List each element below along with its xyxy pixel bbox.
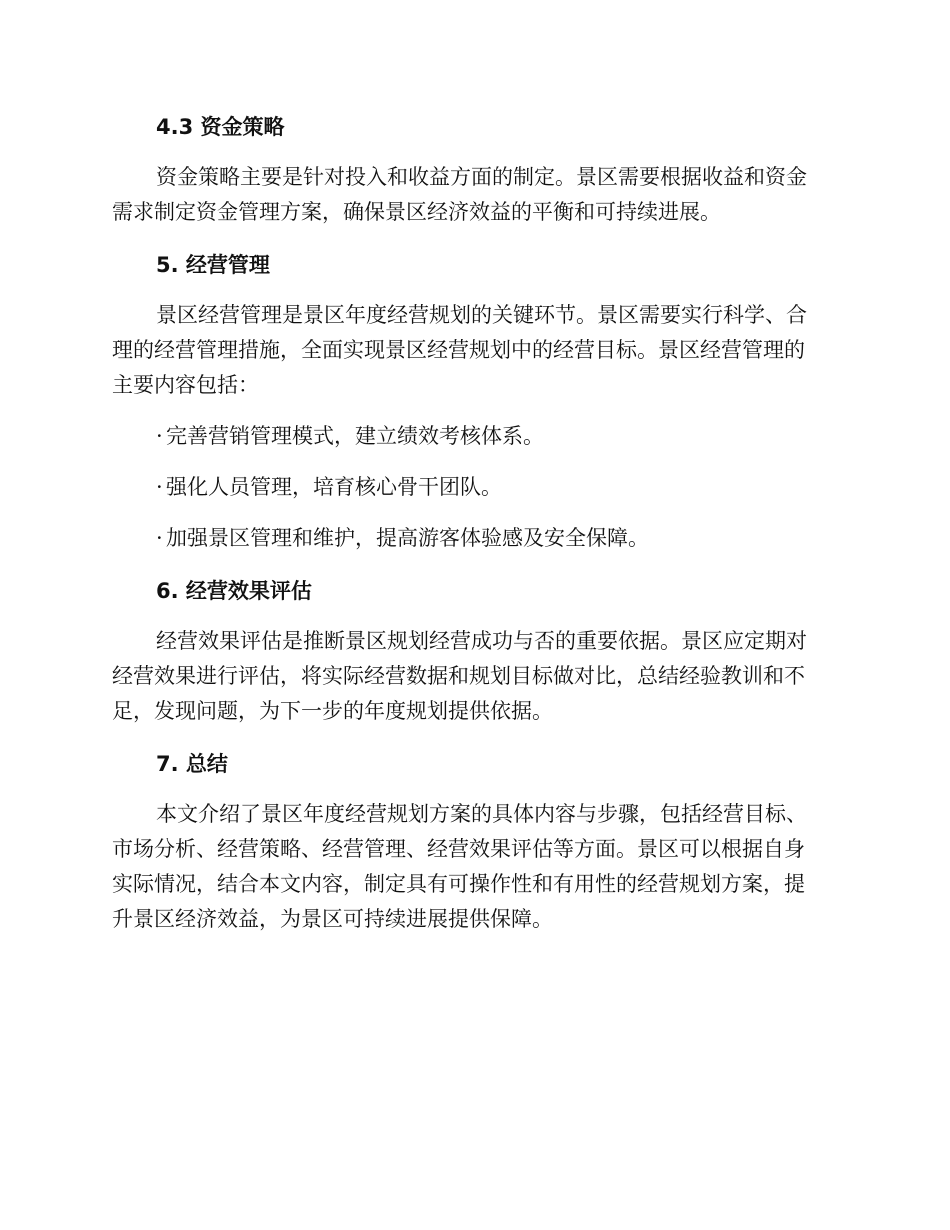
section-heading-6: 6. 经营效果评估 — [156, 579, 312, 603]
list-item — [112, 419, 832, 454]
paragraph-line: 资金策略主要是针对投入和收益方面的制定。景区需要根据收益和资金 — [156, 165, 807, 189]
document-content — [112, 108, 832, 937]
paragraph-line: 需求制定资金管理方案，确保景区经济效益的平衡和可持续进展。 — [112, 200, 721, 224]
paragraph-line: 升景区经济效益，为景区可持续进展提供保障。 — [112, 907, 553, 931]
section-heading-4-3: 4.3 资金策略 — [156, 115, 285, 139]
section-heading-7: 7. 总结 — [156, 752, 228, 776]
list-item — [112, 521, 832, 556]
list-item-text: 加强景区管理和维护，提高游客体验感及安全保障。 — [166, 526, 649, 550]
list-item — [112, 470, 832, 505]
bullet-icon: · — [156, 424, 163, 448]
list-item-text: 完善营销管理模式，建立绩效考核体系。 — [166, 424, 544, 448]
paragraph-line: 足，发现问题，为下一步的年度规划提供依据。 — [112, 699, 553, 723]
bullet-icon: · — [156, 475, 163, 499]
paragraph-line: 本文介绍了景区年度经营规划方案的具体内容与步骤，包括经营目标、 — [156, 802, 807, 826]
paragraph-line: 市场分析、经营策略、经营管理、经营效果评估等方面。景区可以根据自身 — [112, 837, 805, 861]
paragraph-summary — [112, 797, 832, 937]
paragraph-funding-strategy — [112, 160, 832, 230]
paragraph-line: 景区经营管理是景区年度经营规划的关键环节。景区需要实行科学、合 — [156, 303, 807, 327]
paragraph-line: 主要内容包括： — [112, 373, 259, 397]
paragraph-line: 理的经营管理措施，全面实现景区经营规划中的经营目标。景区经营管理的 — [112, 338, 805, 362]
paragraph-line: 经营效果进行评估，将实际经营数据和规划目标做对比，总结经验教训和不 — [112, 664, 805, 688]
paragraph-operation-management — [112, 298, 832, 403]
paragraph-line: 经营效果评估是推断景区规划经营成功与否的重要依据。景区应定期对 — [156, 629, 807, 653]
bullet-icon: · — [156, 526, 163, 550]
section-heading-5: 5. 经营管理 — [156, 253, 270, 277]
paragraph-line: 实际情况，结合本文内容，制定具有可操作性和有用性的经营规划方案，提 — [112, 872, 805, 896]
paragraph-effect-evaluation — [112, 624, 832, 729]
list-item-text: 强化人员管理，培育核心骨干团队。 — [166, 475, 502, 499]
